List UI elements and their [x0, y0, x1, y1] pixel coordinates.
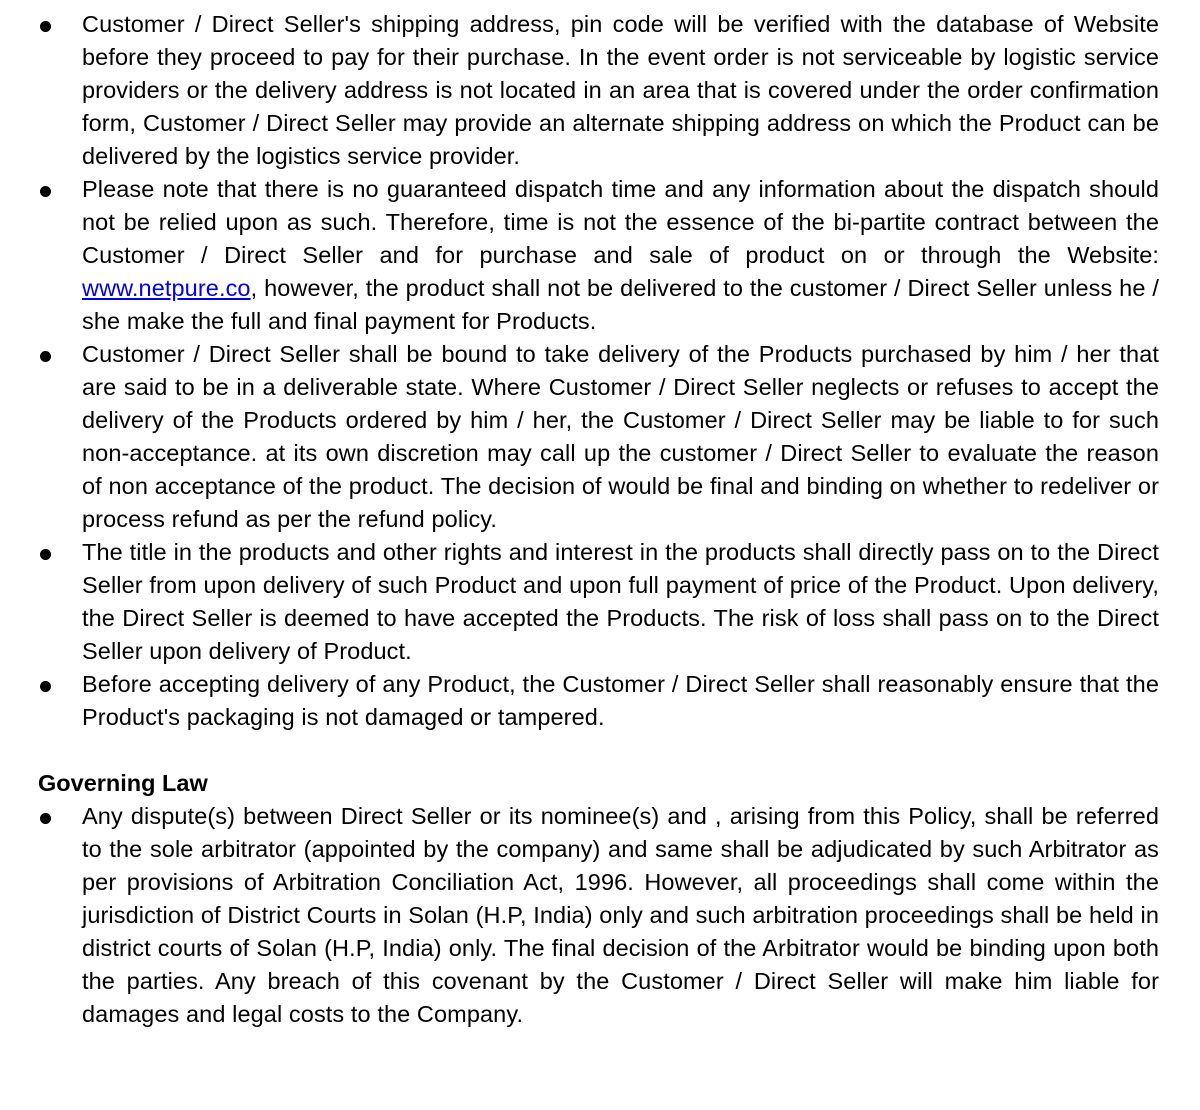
clause-text: Customer / Direct Seller's shipping address, pin code will be verified with the database of Website before they proceed to pay for their purchase. In the event order is not serviceable by logistic service providers or the delivery address is not located in an area that is covered under the order confirmation form, Customer / Direct Seller may provide an alternate shipping address on which the Product can be delivered by the logistics service provider. — [82, 11, 1159, 169]
bullet-icon — [40, 351, 51, 362]
bullet-icon — [40, 549, 51, 560]
clause-text: Any dispute(s) between Direct Seller or its nominee(s) and , arising from this Policy, shall be referred to the sole arbitrator (appointed by the company) and same shall be adjudicated by such Arbitrator as per provisions of Arbitration Conciliation Act, 1996. However, all proceedings shall come within the jurisdiction of District Courts in Solan (H.P, India) only and such arbitration proceedings shall be held in district courts of Solan (H.P, India) only. The final decision of the Arbitrator would be binding upon both the parties. Any breach of this covenant by the Customer / Direct Seller will make him liable for damages and legal costs to the Company. — [82, 803, 1159, 1027]
list-item — [38, 173, 1159, 338]
bullet-icon — [40, 186, 51, 197]
policy-document — [38, 8, 1159, 1031]
delivery-clauses-list — [38, 8, 1159, 734]
list-item — [38, 800, 1159, 1031]
clause-text-before-link: Please note that there is no guaranteed dispatch time and any information about the dispatch should not be relied upon as such. Therefore, time is not the essence of the bi-partite contract between the Customer / Direct Seller and for purchase and sale of product on or through the Website: — [82, 176, 1159, 268]
list-item — [38, 8, 1159, 173]
governing-law-clauses-list — [38, 800, 1159, 1031]
list-item — [38, 668, 1159, 734]
list-item — [38, 536, 1159, 668]
section-spacer — [38, 734, 1159, 767]
website-link[interactable]: www.netpure.co — [82, 275, 251, 301]
clause-text-after-link: , however, the product shall not be delivered to the customer / Direct Seller unless he / she make the full and final payment for Products. — [82, 275, 1159, 334]
list-item — [38, 338, 1159, 536]
governing-law-heading: Governing Law — [38, 770, 208, 796]
bullet-icon — [40, 813, 51, 824]
clause-text: The title in the products and other rights and interest in the products shall directly pass on to the Direct Seller from upon delivery of such Product and upon full payment of price of the Product. Upon delivery, the Direct Seller is deemed to have accepted the Products. The risk of loss shall pass on to the Direct Seller upon delivery of Product. — [82, 539, 1159, 664]
clause-text: Customer / Direct Seller shall be bound to take delivery of the Products purchased by him / her that are said to be in a deliverable state. Where Customer / Direct Seller neglects or refuses to accept the delivery of the Products ordered by him / her, the Customer / Direct Seller may be liable to for such non-acceptance. at its own discretion may call up the customer / Direct Seller to evaluate the reason of non acceptance of the product. The decision of would be final and binding on whether to redeliver or process refund as per the refund policy. — [82, 341, 1159, 532]
bullet-icon — [40, 21, 51, 32]
clause-text: Before accepting delivery of any Product, the Customer / Direct Seller shall reasonably ensure that the Product's packaging is not damaged or tampered. — [82, 671, 1159, 730]
bullet-icon — [40, 681, 51, 692]
